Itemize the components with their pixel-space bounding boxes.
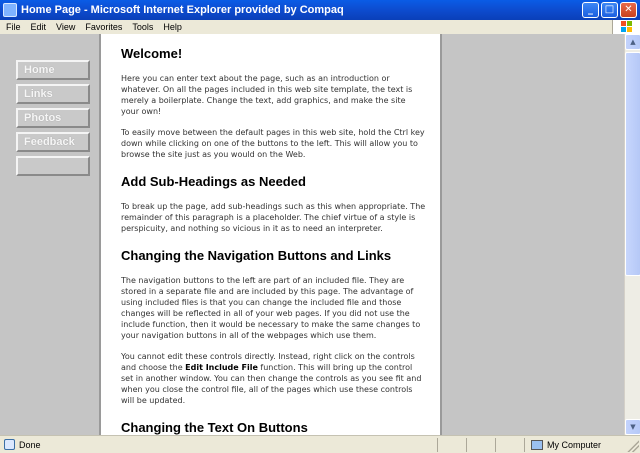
edit-controls-paragraph — [121, 351, 426, 406]
status-cell-empty-1 — [440, 438, 464, 452]
status-separator — [495, 438, 496, 452]
edit-controls-text-a: You cannot edit these controls directly. Instead, right click on the controls and choose the — [121, 352, 415, 372]
nav-empty-button[interactable] — [16, 156, 90, 176]
edit-include-file-label: Edit Include File — [185, 363, 258, 372]
menu-help[interactable]: Help — [163, 22, 182, 32]
menu-tools[interactable]: Tools — [132, 22, 154, 32]
edit-controls-text-b: function. This will bring up the control set in another window. You can then change the controls as you see fit and when you close the control file, all of the pages which use these controls will be updated. — [121, 363, 422, 405]
menu-file[interactable]: File — [6, 22, 21, 32]
resize-grip-icon[interactable] — [627, 438, 639, 452]
close-button[interactable]: ✕ — [620, 2, 637, 18]
intro-paragraph: Here you can enter text about the page, such as an introduction or whatever. On all the pages included in this web site template, the text is merely a boilerplate. Change the text, add graphics, and make the site your own! — [121, 74, 413, 116]
navigation-paragraph: The navigation buttons to the left are part of an included file. They are stored in a separate file and are included by this page. The advantage of using included files is that you can change the included file and those changes will be reflected in all of your web pages. If you did not use the include function, then it would be necessary to make the same changes to your navigation buttons in all of the webpages which use them. — [121, 276, 421, 340]
menu-view[interactable]: View — [56, 22, 76, 32]
status-separator — [466, 438, 467, 452]
my-computer-icon — [531, 440, 543, 450]
nav-buttons — [16, 60, 90, 180]
ie-icon — [3, 3, 17, 17]
page-done-icon — [4, 439, 15, 450]
nav-home-button[interactable]: Home — [16, 60, 90, 80]
subheading-navigation: Changing the Navigation Buttons and Links — [121, 248, 392, 263]
nav-photos-button[interactable]: Photos — [16, 108, 90, 128]
status-bar — [0, 435, 640, 453]
status-separator — [437, 438, 438, 452]
window-title: Home Page - Microsoft Internet Explorer provided by Compaq — [21, 4, 344, 16]
status-separator — [524, 438, 525, 452]
scroll-thumb[interactable] — [625, 52, 640, 276]
status-text: Done — [19, 439, 41, 450]
nav-links-button[interactable]: Links — [16, 84, 90, 104]
status-cell-empty-2 — [469, 438, 493, 452]
subheading-button-text: Changing the Text On Buttons — [121, 420, 308, 435]
menu-bar — [0, 20, 640, 34]
nav-feedback-button[interactable]: Feedback — [16, 132, 90, 152]
page-viewport — [0, 34, 624, 435]
scroll-up-icon[interactable]: ▲ — [625, 34, 640, 50]
security-zone — [527, 440, 627, 450]
navigation-tip-paragraph: To easily move between the default pages in this web site, hold the Ctrl key down while clicking on one of the buttons to the left. This will allow you to browse the site just as you would on the Web. — [121, 128, 425, 159]
title-bar — [0, 0, 640, 20]
minimize-button[interactable]: _ — [582, 2, 599, 18]
menu-favorites[interactable]: Favorites — [85, 22, 123, 32]
status-cell-empty-3 — [498, 438, 522, 452]
menu-edit[interactable]: Edit — [30, 22, 47, 32]
windows-logo-icon — [612, 20, 640, 34]
subheading-paragraph: To break up the page, add sub-headings such as this when appropriate. The remainder of this paragraph is a placeholder. The chief virtue of a style is perspicuity, and nothing so vicious in it as to need an interpreter. — [121, 202, 426, 233]
subheading-sub-headings: Add Sub-Headings as Needed — [121, 174, 306, 189]
vertical-scrollbar[interactable] — [624, 34, 640, 435]
maximize-button[interactable]: □ — [601, 2, 618, 18]
scroll-down-icon[interactable]: ▼ — [625, 419, 640, 435]
welcome-heading: Welcome! — [121, 46, 183, 61]
main-content — [99, 34, 442, 435]
security-zone-label: My Computer — [547, 439, 602, 450]
